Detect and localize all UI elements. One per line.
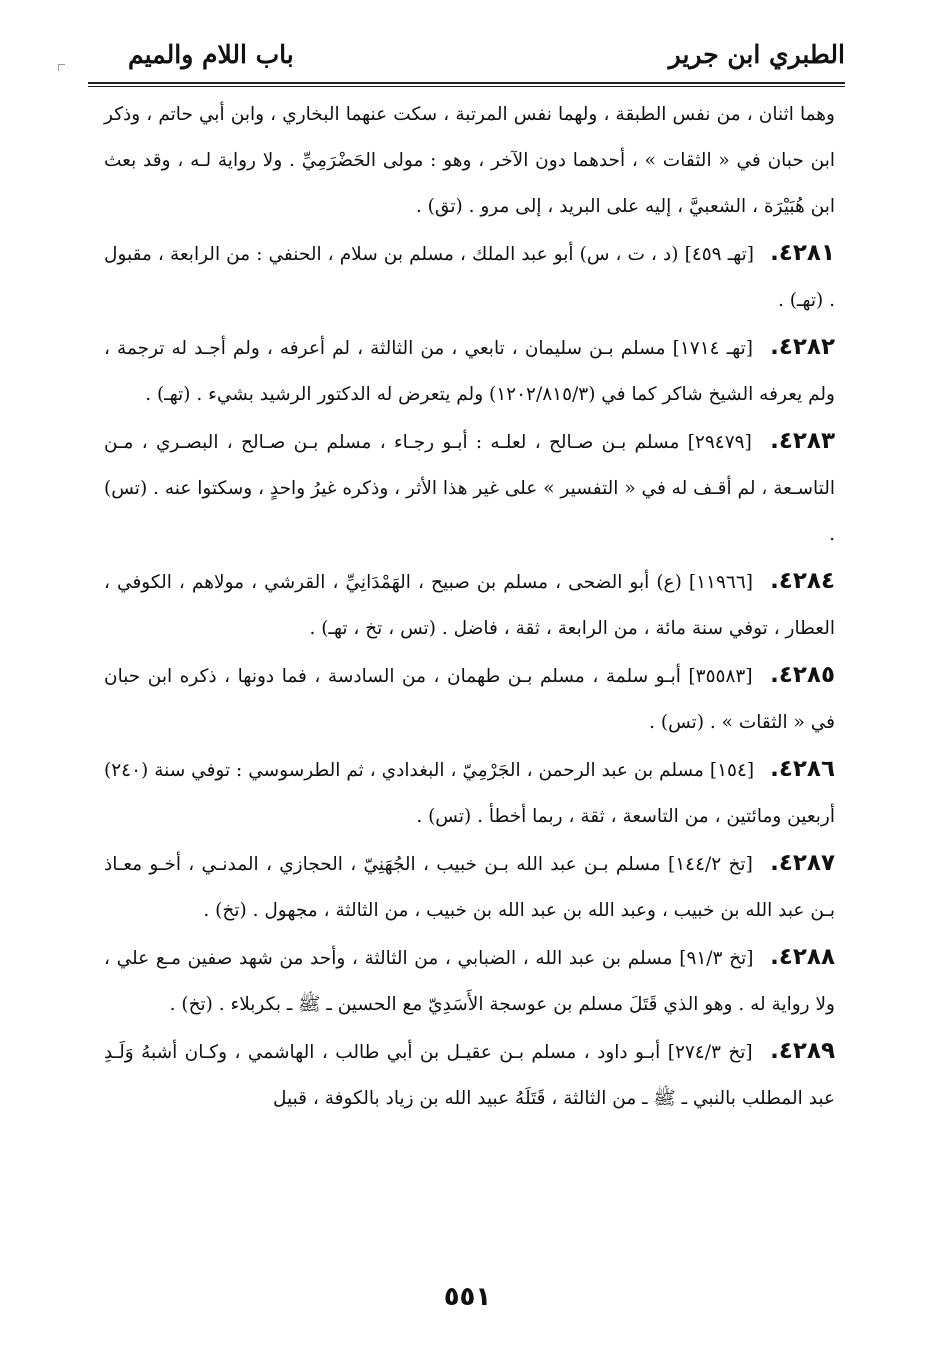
header-rule bbox=[88, 82, 845, 84]
entry-text: [٢٩٤٧٩] مسلم بـن صـالح ، لعلـه : أبـو رجـاء ، مسلم بـن صـالح ، البصـري ، مـن التاسـعة ، لم أقـف له في « التفسير » على غير هذا الأثر ، وذكره غيرُ واحدٍ ، وسكتوا عنه . (تس) . bbox=[104, 432, 835, 545]
entry-text: [١٥٤] مسلم بن عبد الرحمن ، الجَرْمِيّ ، البغدادي ، ثم الطرسوسي : توفي سنة (٢٤٠) أربعين ومائتين ، من التاسعة ، ثقة ، ربما أخطأ . (تس) . bbox=[104, 760, 835, 827]
entry-4283 bbox=[104, 418, 835, 558]
entry-text: [تهـ ١٧١٤] مسلم بـن سليمان ، تابعي ، من الثالثة ، لم أعرفه ، ولم أجـد له ترجمة ، ولم يعرفه الشيخ شاكر كما في (١٢٠٢/٨١٥/٣) ولم يتعرض له الدكتور الرشيد بشيء . (تهـ) . bbox=[104, 338, 835, 405]
entry-number: ٤٢٨٥. bbox=[770, 662, 835, 688]
entry-number: ٤٢٨٧. bbox=[770, 850, 835, 876]
entry-number: ٤٢٨٣. bbox=[770, 428, 836, 454]
entry-number: ٤٢٨٩. bbox=[770, 1038, 835, 1064]
entry-number: ٤٢٨٦. bbox=[770, 756, 835, 782]
entry-4282 bbox=[104, 324, 835, 418]
entry-text: [تخ ٢٧٤/٣] أبـو داود ، مسلم بـن عقيـل بن أبي طالب ، الهاشمي ، وكـان أشبهُ وَلَـدِ عبد المطلب بالنبي ـ ﷺ ـ من الثالثة ، قَتَلَهُ عبيد الله بن زياد بالكوفة ، قبيل bbox=[104, 1042, 835, 1109]
entry-text: [٣٥٥٨٣] أبـو سلمة ، مسلم بـن طهمان ، من السادسة ، فما دونها ، ذكره ابن حبان في « الثقات » . (تس) . bbox=[104, 666, 835, 733]
entry-4287 bbox=[104, 840, 835, 934]
chapter-title: باب اللام والميم bbox=[128, 40, 294, 69]
entry-number: ٤٢٨٨. bbox=[770, 944, 835, 970]
entry-text: [تخ ١٤٤/٢] مسلم بـن عبد الله بـن خبيب ، الجُهَنِيّ ، الحجازي ، المدنـي ، أخـو معـاذ بـن عبد الله بن خبيب ، وعبد الله بن عبد الله بن خبيب ، من الثالثة ، مجهول . (تخ) . bbox=[104, 854, 835, 921]
entry-4285 bbox=[104, 652, 835, 746]
entry-text: [تهـ ٤٥٩] (د ، ت ، س) أبو عبد الملك ، مسلم بن سلام ، الحنفي : من الرابعة ، مقبول . (تهـ) . bbox=[104, 244, 835, 311]
page-number: ٥٥١ bbox=[443, 1282, 492, 1312]
entry-4284 bbox=[104, 558, 835, 652]
entry-number: ٤٢٨٤. bbox=[770, 568, 835, 594]
entry-4286 bbox=[104, 746, 835, 840]
entry-number: ٤٢٨١. bbox=[770, 240, 835, 266]
page-body bbox=[104, 92, 835, 1122]
intro-text: وهما اثنان ، من نفس الطبقة ، ولهما نفس المرتبة ، سكت عنهما البخاري ، وابن أبي حاتم ، وذكر ابن حبان في « الثقات » ، أحدهما دون الآخر ، وهو : مولى الحَضْرَمِيِّ . ولا رواية لـه ، وقد بعث ابن هُبَيْرَة ، الشعبيَّ ، إليه على البريد ، إلى مرو . (تق) . bbox=[104, 104, 835, 217]
entry-4281 bbox=[104, 230, 835, 324]
book-title: الطبري ابن جرير bbox=[668, 40, 845, 69]
page-header bbox=[88, 32, 845, 82]
entry-text: [١١٩٦٦] (ع) أبو الضحى ، مسلم بن صبيح ، الهَمْدَانِيِّ ، القرشي ، مولاهم ، الكوفي ، العطار ، توفي سنة مائة ، من الرابعة ، ثقة ، فاضل . (تس ، تخ ، تهـ) . bbox=[104, 572, 835, 639]
entry-number: ٤٢٨٢. bbox=[770, 334, 835, 360]
entry-4288 bbox=[104, 934, 835, 1028]
header-rule-thin bbox=[88, 86, 845, 87]
intro-paragraph bbox=[104, 92, 835, 230]
entry-text: [تخ ٩١/٣] مسلم بن عبد الله ، الضبابي ، من الثالثة ، وأحد من شهد صفين مـع علي ، ولا رواية له . وهو الذي قَتَلَ مسلم بن عوسجة الأَسَدِيّ مع الحسين ـ ﷺ ـ بكربلاء . (تخ) . bbox=[104, 948, 835, 1015]
margin-mark bbox=[58, 64, 65, 71]
entry-4289 bbox=[104, 1028, 835, 1122]
